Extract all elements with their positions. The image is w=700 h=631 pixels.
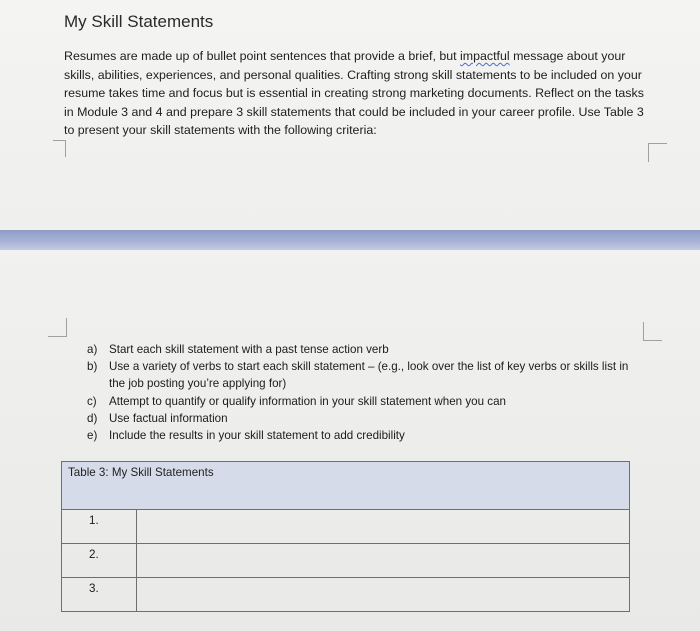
row-number: 3. [62, 578, 137, 612]
intro-text-1: Resumes are made up of bullet point sentences that provide a brief, but [64, 49, 461, 63]
table-row [62, 510, 630, 544]
crop-mark-top-left [53, 140, 66, 157]
table-caption: Table 3: My Skill Statements [62, 462, 630, 510]
intro-paragraph [64, 47, 649, 140]
crop-mark-bottom-right [643, 322, 662, 341]
criteria-text: Attempt to quantify or qualify information in your skill statement when you can [109, 394, 506, 408]
list-marker: e) [87, 429, 98, 443]
row-number: 1. [62, 510, 137, 544]
skill-statement-cell[interactable] [137, 544, 630, 578]
skill-statement-cell[interactable] [137, 510, 630, 544]
criteria-text: Use factual information [109, 411, 228, 425]
criteria-text: Use a variety of verbs to start each skill statement – (e.g., look over the list of key verbs or skills list in the job posting you’re applying for) [109, 360, 629, 391]
row-number: 2. [62, 544, 137, 578]
criteria-text: Start each skill statement with a past tense action verb [109, 343, 389, 356]
table-caption-row [62, 462, 630, 510]
list-marker: c) [87, 394, 97, 408]
spellcheck-flagged-word[interactable]: impactful [460, 49, 510, 63]
criteria-item [87, 341, 647, 358]
criteria-list [87, 341, 647, 444]
list-marker: a) [87, 343, 98, 356]
section-heading: My Skill Statements [64, 12, 214, 31]
page-break-gap [0, 230, 700, 250]
list-marker: d) [87, 411, 98, 425]
crop-mark-top-right [648, 143, 667, 162]
criteria-item [87, 427, 647, 444]
criteria-item [87, 410, 647, 427]
intro-text-2: message about your skills, abilities, experiences, and personal qualities. Crafting strong skill statements to be included on your resume takes time and focus but is essential in creating strong marketing documents. Reflect on the tasks in Module 3 and 4 and prepare 3 skill statements that could be included in your career profile. Use Table 3 to present your skill statements with the following criteria: [64, 49, 644, 138]
table-row [62, 578, 630, 612]
skill-statements-table [61, 461, 630, 612]
crop-mark-bottom-left [48, 318, 67, 337]
criteria-item [87, 358, 647, 392]
list-marker: b) [87, 360, 98, 374]
criteria-text: Include the results in your skill statement to add credibility [109, 429, 405, 443]
criteria-item [87, 393, 647, 410]
skill-statement-cell[interactable] [137, 578, 630, 612]
table-row [62, 544, 630, 578]
